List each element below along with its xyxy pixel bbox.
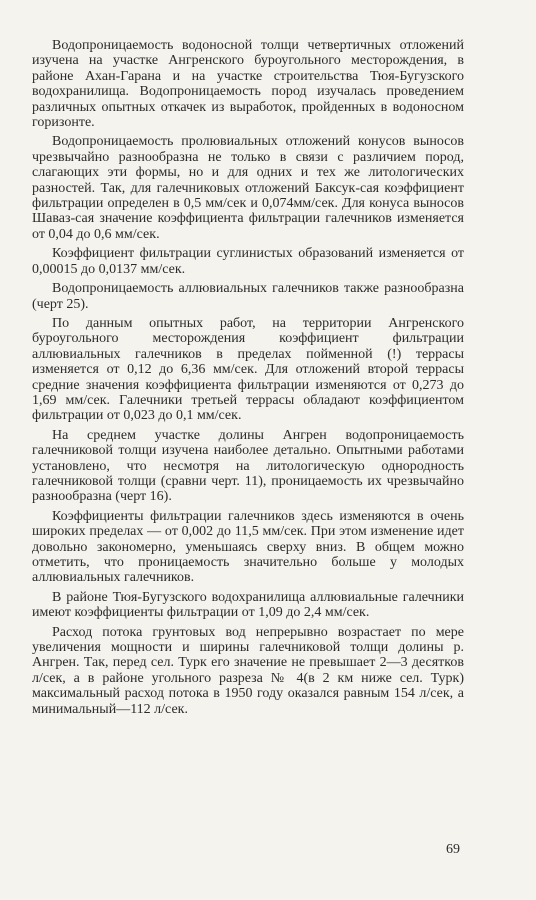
paragraph-7: Коэффициенты фильтрации галечников здесь изменяются в очень широких пределах — от 0,002 до 11,5 мм/сек. При этом изменение идет довольно закономерно, уменьшаясь сверху вниз. В общем можно отметить, что проницаемость значительно больше у молодых аллювиальных галечников. bbox=[32, 508, 464, 586]
paragraph-8: В районе Тюя-Бугузского водохранилища аллювиальные галечники имеют коэффициенты фильтрации от 1,09 до 2,4 мм/сек. bbox=[32, 589, 464, 621]
body-text bbox=[32, 38, 464, 721]
paragraph-2: Водопроницаемость пролювиальных отложений конусов выносов чрезвычайно разнообразна не только в связи с различием пород, слагающих эти формы, но и для одних и тех же литологических разностей. Так, для галечниковых отложений Баксук-сая коэффициент фильтрации определен в 0,5 мм/сек и 0,074мм/сек. Для конуса выносов Шаваз-сая значение коэффициента фильтрации галечников изменяется от 0,04 до 0,6 мм/сек. bbox=[32, 134, 464, 242]
paragraph-6: На среднем участке долины Ангрен водопроницаемость галечниковой толщи изучена наиболее детально. Опытными работами установлено, что несмотря на литологическую однородность галечниковой толщи (сравни черт. 11), проницаемость их чрезвычайно разнообразна (черт 16). bbox=[32, 427, 464, 505]
paragraph-3: Коэффициент фильтрации суглинистых образований изменяется от 0,00015 до 0,0137 мм/сек. bbox=[32, 246, 464, 277]
paragraph-4: Водопроницаемость аллювиальных галечников также разнообразна (черт 25). bbox=[32, 281, 464, 312]
paragraph-5: По данным опытных работ, на территории Ангренского буроугольного месторождения коэффициент фильтрации аллювиальных галечников в пределах пойменной (!) террасы изменяется от 0,12 до 6,36 мм/сек. Для отложений второй террасы средние значения коэффициента фильтрации изменяются от 0,273 до 1,69 мм/сек. Галечники третьей террасы обладают коэффициентом фильтрации от 0,023 до 0,1 мм/сек. bbox=[32, 315, 464, 424]
page-number: 69 bbox=[446, 842, 460, 857]
paragraph-1: Водопроницаемость водоносной толщи четвертичных отложений изучена на участке Ангренского буроугольного месторождения, в районе Ахан-Гарана и на участке строительства Тюя-Бугузского водохранилища. Водопроницаемость пород изучалась проведением различных опытных откачек из выработок, пройденных в водоносном горизонте. bbox=[32, 38, 464, 131]
paragraph-9: Расход потока грунтовых вод непрерывно возрастает по мере увеличения мощности и ширины галечниковой толщи долины р. Ангрен. Так, перед сел. Турк его значение не превышает 2—3 десятков л/сек, а в районе угольного разреза № 4(в 2 км ниже сел. Турк) максимальный расход потока в 1950 году оказался равным 154 л/сек, а минимальный—112 л/сек. bbox=[32, 624, 464, 717]
